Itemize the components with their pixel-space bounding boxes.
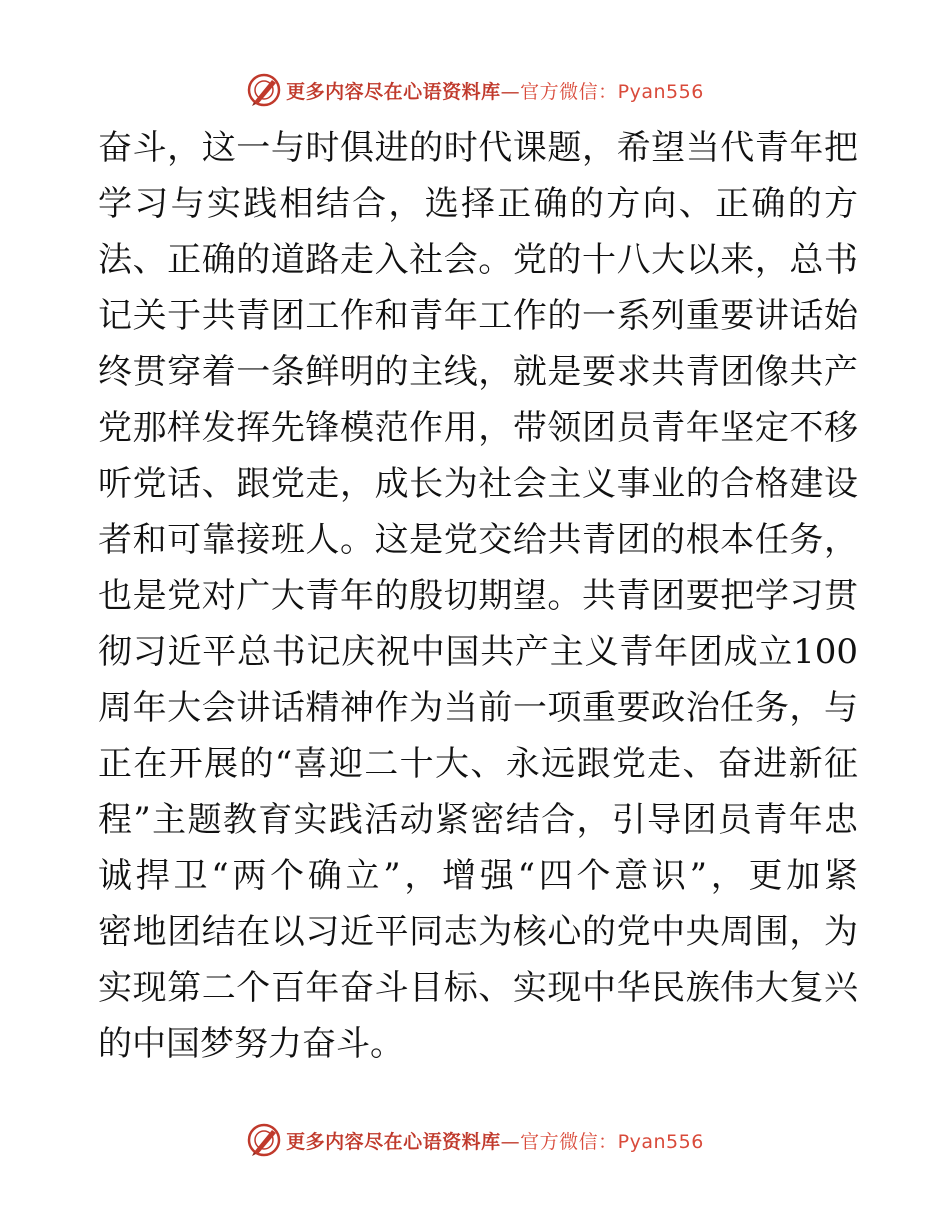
library-name: 更多内容尽在心语资料库 [286, 80, 501, 103]
banner-dash: — [500, 1130, 521, 1153]
pen-seal-logo-icon [246, 1122, 282, 1158]
text-line: 学习与实践相结合，选择正确的方向、正确的方 [98, 184, 858, 224]
text-line: 周年大会讲话精神作为当前一项重要政治任务，与 [98, 688, 858, 728]
text-line: 法、正确的道路走入社会。党的十八大以来，总书 [98, 240, 858, 280]
text-line: 彻习近平总书记庆祝中国共产主义青年团成立100 [98, 632, 858, 672]
footer-banner-text [286, 1127, 704, 1154]
header-banner [0, 70, 950, 110]
pen-seal-logo-icon [246, 72, 282, 108]
text-line: 密地团结在以习近平同志为核心的党中央周围，为 [98, 912, 858, 952]
wechat-contact: 官方微信：Pyan556 [520, 80, 704, 103]
text-line: 的中国梦努力奋斗。 [98, 1024, 404, 1064]
banner-dash: — [500, 80, 521, 103]
text-line: 党那样发挥先锋模范作用，带领团员青年坚定不移 [98, 408, 858, 448]
text-line: 听党话、跟党走，成长为社会主义事业的合格建设 [98, 464, 858, 504]
text-line: 也是党对广大青年的殷切期望。共青团要把学习贯 [98, 576, 858, 616]
text-line: 记关于共青团工作和青年工作的一系列重要讲话始 [98, 296, 858, 336]
footer-banner [0, 1120, 950, 1160]
text-line: 正在开展的“喜迎二十大、永远跟党走、奋进新征 [98, 744, 858, 784]
text-line: 诚捍卫“两个确立”，增强“四个意识”，更加紧 [98, 856, 858, 896]
header-banner-text [286, 77, 704, 104]
text-line: 实现第二个百年奋斗目标、实现中华民族伟大复兴 [98, 968, 858, 1008]
text-line: 终贯穿着一条鲜明的主线，就是要求共青团像共产 [98, 352, 858, 392]
wechat-contact: 官方微信：Pyan556 [520, 1130, 704, 1153]
body-text [98, 120, 858, 1072]
text-line: 者和可靠接班人。这是党交给共青团的根本任务， [98, 520, 858, 560]
text-line: 奋斗，这一与时俱进的时代课题，希望当代青年把 [98, 128, 858, 168]
text-line: 程”主题教育实践活动紧密结合，引导团员青年忠 [98, 800, 858, 840]
library-name: 更多内容尽在心语资料库 [286, 1130, 501, 1153]
